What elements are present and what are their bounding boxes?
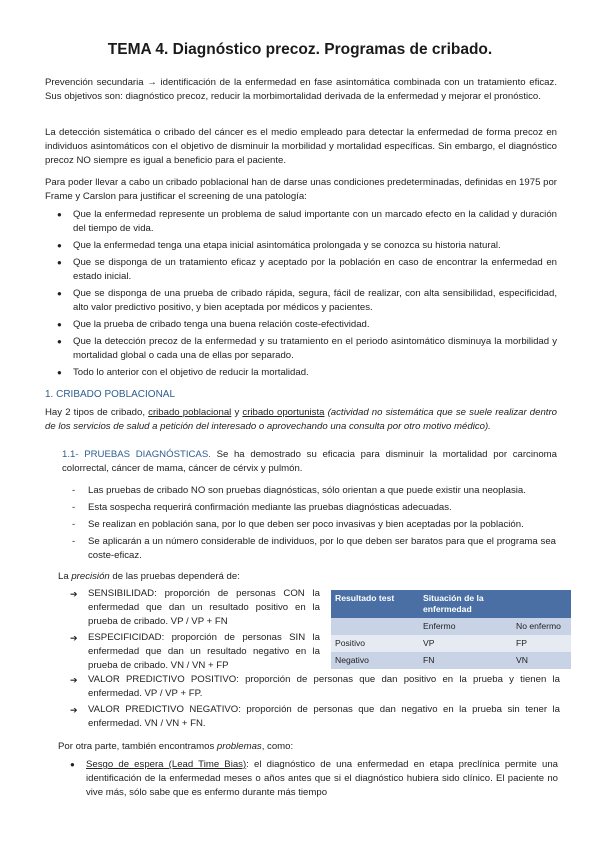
precision-text-2: de las pruebas dependerá de:	[109, 571, 240, 582]
precision-list-bottom	[70, 673, 560, 733]
list-item: ● Que la detección precoz de la enfermedad y su tratamiento en el periodo asintomático disminuya la morbilidad y mortalidad global o cada una de ellas por separado.	[45, 335, 557, 363]
table-cell: VN	[512, 652, 571, 669]
problems-text-1: Por otra parte, también encontramos	[58, 741, 217, 752]
table-header-cell	[512, 590, 571, 618]
precision-text-1: La	[58, 571, 72, 582]
conditions-list	[45, 208, 557, 383]
screening-points-list	[70, 484, 556, 566]
intro-paragraph-2: La detección sistemática o cribado del cáncer es el medio empleado para detectar la enfermedad de forma precoz en individuos asintomáticos con el objetivo de disminuir la morbilidad y mortalidad específicas. Sin embargo, el diagnóstico precoz NO siempre es igual a beneficio para el paciente.	[45, 127, 557, 166]
list-item	[58, 758, 558, 800]
section-heading-cribado-poblacional: 1. CRIBADO POBLACIONAL	[45, 389, 176, 400]
table-cell: Negativo	[331, 652, 419, 669]
section1-paragraph	[45, 406, 557, 434]
section1-text-1: Hay 2 tipos de cribado,	[45, 407, 149, 418]
table-cell: FP	[512, 635, 571, 652]
list-item: ● Que la prueba de cribado tenga una buena relación coste-efectividad.	[45, 318, 557, 332]
list-item: ● Que se disponga de un tratamiento eficaz y aceptado por la población en caso de encontrar la enfermedad en estado inicial.	[45, 256, 557, 284]
problems-term: problemas	[216, 741, 262, 752]
term-secondary-prevention: Prevención secundaria	[45, 77, 144, 88]
list-item: ➔ ESPECIFICIDAD: proporción de personas SIN la enfermedad que dan un resultado negativo en la prueba de cribado. VN / VN + FP	[70, 631, 320, 673]
list-item: - Esta sospecha requerirá confirmación mediante las pruebas diagnósticas adecuadas.	[70, 501, 556, 515]
precision-list-top	[70, 587, 320, 675]
list-item: ➔ VALOR PREDICTIVO POSITIVO: proporción de personas que dan positivo en la prueba y tienen la enfermedad. VP / VP + FP.	[70, 673, 560, 701]
table-cell: VP	[419, 635, 512, 652]
section11-text: Se ha demostrado su eficacia para disminuir la mortalidad por carcinoma colorrectal, cáncer de mama, cáncer de cérvix y pulmón.	[62, 449, 557, 474]
table-row	[331, 618, 571, 635]
table-header-cell: Situación de la enfermedad	[419, 590, 512, 618]
table-header-cell: Resultado test	[331, 590, 419, 618]
table-cell	[331, 618, 419, 635]
intro-paragraph-1	[45, 76, 557, 104]
table-cell: No enfermo	[512, 618, 571, 635]
intro-p1-text: → identificación de la enfermedad en fase asintomática combinada con un tratamiento eficaz. Sus objetivos son: diagnóstico precoz, reducir la morbimortalidad derivada de la enfermedad y mejorar el pronóstico.	[45, 77, 557, 102]
list-item: - Las pruebas de cribado NO son pruebas diagnósticas, sólo orientan a que puede existir una neoplasia.	[70, 484, 556, 498]
term-cribado-poblacional: cribado poblacional	[148, 407, 232, 418]
section1-italic-note: (actividad no sistemática que se suele realizar dentro de los servicios de salud a petición del interesado o aprovechando una consulta por otro motivo médico).	[45, 407, 558, 432]
contingency-table	[331, 590, 571, 669]
table-cell: Enfermo	[419, 618, 512, 635]
section1-text-2: y	[231, 407, 243, 418]
page-title: TEMA 4. Diagnóstico precoz. Programas de cribado.	[107, 41, 493, 58]
list-item: ➔ VALOR PREDICTIVO NEGATIVO: proporción de personas que dan negativo en la prueba sin tener la enfermedad. VN / VN + FN.	[70, 703, 560, 731]
section-heading-pruebas-diagnosticas: 1.1- PRUEBAS DIAGNÓSTICAS.	[62, 449, 211, 460]
list-item: ● Que la enfermedad tenga una etapa inicial asintomática prolongada y se conozca su historia natural.	[45, 239, 557, 253]
table-header-row	[331, 590, 571, 618]
problems-text-2: , como:	[261, 741, 294, 752]
problems-list	[58, 758, 558, 803]
table-row	[331, 652, 571, 669]
list-item: ● Todo lo anterior con el objetivo de reducir la mortalidad.	[45, 366, 557, 380]
table-cell: Positivo	[331, 635, 419, 652]
list-item: - Se aplicarán a un número considerable de individuos, por lo que deben ser baratos para que el programa sea coste-eficaz.	[70, 535, 556, 563]
precision-intro	[58, 570, 570, 584]
term-cribado-oportunista: cribado oportunista	[242, 407, 325, 418]
table-row	[331, 635, 571, 652]
term-lead-time-bias: Sesgo de espera (Lead Time Bias)	[86, 759, 247, 770]
intro-paragraph-3: Para poder llevar a cabo un cribado poblacional han de darse unas condiciones predeterminadas, definidas en 1975 por Frame y Carslon para justificar el screening de una patología:	[45, 177, 557, 202]
table-cell: FN	[419, 652, 512, 669]
problems-item-text: : el diagnóstico de una enfermedad en etapa preclínica permite una identificación de la enfermedad meses o años antes que si el diagnóstico hubiera sido clínico. El paciente no vive más, sólo sabe que es enfermo durante más tiempo	[86, 759, 558, 798]
list-item: ● Que la enfermedad represente un problema de salud importante con un marcado efecto en la calidad y duración del tiempo de vida.	[45, 208, 557, 236]
section11-paragraph	[62, 448, 557, 476]
list-item: - Se realizan en población sana, por lo que deben ser poco invasivas y bien aceptadas por la población.	[70, 518, 556, 532]
list-item: ● Que se disponga de una prueba de cribado rápida, segura, fácil de realizar, con alta sensibilidad, especificidad, alto valor predictivo positivo, y bien aceptada por médicos y pacientes.	[45, 287, 557, 315]
list-item: ➔ SENSIBILIDAD: proporción de personas CON la enfermedad que dan un resultado positivo en la prueba de cribado. VP / VP + FN	[70, 587, 320, 629]
precision-term: precisión	[71, 571, 110, 582]
problems-intro	[58, 740, 570, 754]
